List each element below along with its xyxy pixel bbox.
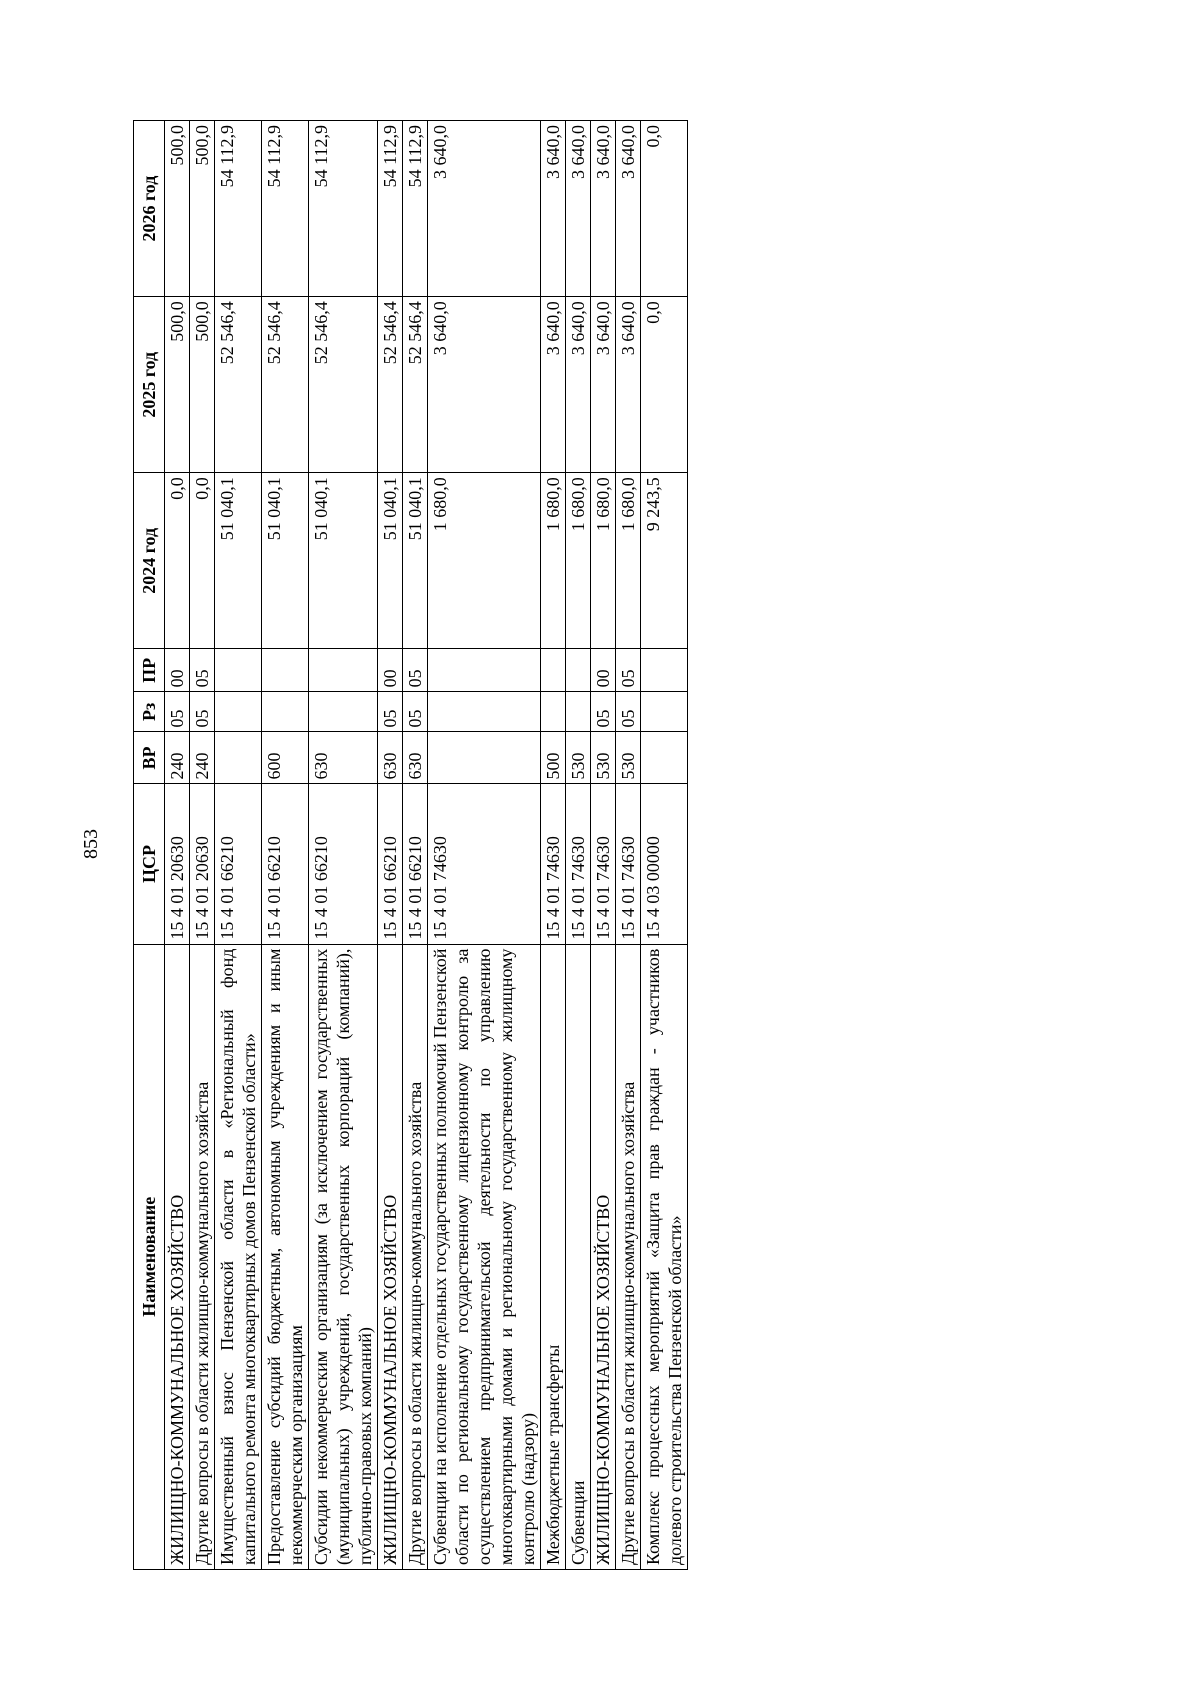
table-body	[165, 121, 688, 1570]
cell-rz: 05	[165, 692, 190, 732]
table-row	[309, 121, 378, 1570]
cell-y2026: 3 640,0	[541, 121, 566, 297]
table-row	[428, 121, 541, 1570]
cell-y2024: 9 243,5	[641, 473, 688, 649]
header-csr: ЦСР	[134, 784, 165, 944]
table-row	[378, 121, 403, 1570]
cell-vr: 630	[378, 732, 403, 784]
cell-vr: 600	[262, 732, 309, 784]
cell-pr	[566, 649, 591, 692]
cell-pr	[428, 649, 541, 692]
page-number: 853	[80, 829, 102, 859]
cell-pr	[641, 649, 688, 692]
cell-y2026: 54 112,9	[262, 121, 309, 297]
cell-pr: 05	[403, 649, 428, 692]
cell-rz	[566, 692, 591, 732]
cell-y2025: 52 546,4	[262, 297, 309, 473]
budget-table	[133, 120, 688, 1570]
cell-rz	[309, 692, 378, 732]
cell-pr	[541, 649, 566, 692]
cell-y2024: 1 680,0	[428, 473, 541, 649]
cell-rz: 05	[403, 692, 428, 732]
cell-csr: 15 4 01 74630	[616, 784, 641, 944]
header-2024: 2024 год	[134, 473, 165, 649]
cell-y2024: 1 680,0	[566, 473, 591, 649]
table-row	[566, 121, 591, 1570]
cell-rz: 05	[190, 692, 215, 732]
cell-rz: 05	[378, 692, 403, 732]
cell-y2026: 54 112,9	[378, 121, 403, 297]
cell-y2026: 3 640,0	[616, 121, 641, 297]
cell-y2025: 52 546,4	[309, 297, 378, 473]
header-rz: Рз	[134, 692, 165, 732]
cell-y2025: 52 546,4	[215, 297, 262, 473]
cell-vr: 240	[165, 732, 190, 784]
table-row	[591, 121, 616, 1570]
cell-pr	[215, 649, 262, 692]
cell-csr: 15 4 01 74630	[541, 784, 566, 944]
cell-name: ЖИЛИЩНО-КОММУНАЛЬНОЕ ХОЗЯЙСТВО	[165, 944, 190, 1569]
cell-vr	[641, 732, 688, 784]
cell-pr: 00	[378, 649, 403, 692]
cell-pr: 00	[591, 649, 616, 692]
table-row	[641, 121, 688, 1570]
header-2026: 2026 год	[134, 121, 165, 297]
cell-name: Имущественный взнос Пензенской области в «Региональный фонд капитального ремонта многоквартирных домов Пензенской области»	[215, 944, 262, 1569]
cell-pr: 00	[165, 649, 190, 692]
cell-y2026: 54 112,9	[215, 121, 262, 297]
cell-csr: 15 4 01 74630	[428, 784, 541, 944]
cell-vr: 530	[591, 732, 616, 784]
cell-name: Другие вопросы в области жилищно-коммунального хозяйства	[190, 944, 215, 1569]
table-row	[616, 121, 641, 1570]
cell-csr: 15 4 01 20630	[190, 784, 215, 944]
cell-y2025: 3 640,0	[566, 297, 591, 473]
cell-pr	[262, 649, 309, 692]
cell-y2026: 500,0	[190, 121, 215, 297]
table-row	[215, 121, 262, 1570]
cell-csr: 15 4 01 20630	[165, 784, 190, 944]
table-row	[165, 121, 190, 1570]
cell-y2024: 0,0	[190, 473, 215, 649]
cell-csr: 15 4 01 66210	[403, 784, 428, 944]
cell-name: Субвенции	[566, 944, 591, 1569]
cell-pr: 05	[190, 649, 215, 692]
cell-y2024: 51 040,1	[309, 473, 378, 649]
table-row	[403, 121, 428, 1570]
cell-csr: 15 4 01 66210	[378, 784, 403, 944]
cell-y2024: 1 680,0	[616, 473, 641, 649]
cell-y2024: 51 040,1	[378, 473, 403, 649]
cell-rz	[262, 692, 309, 732]
cell-vr: 240	[190, 732, 215, 784]
header-vr: ВР	[134, 732, 165, 784]
cell-y2026: 54 112,9	[309, 121, 378, 297]
rotated-table-container	[133, 120, 1023, 1570]
table-row	[190, 121, 215, 1570]
cell-vr	[428, 732, 541, 784]
cell-y2024: 1 680,0	[591, 473, 616, 649]
cell-rz: 05	[616, 692, 641, 732]
header-row	[134, 121, 165, 1570]
cell-name: Комплекс процессных мероприятий «Защита прав граждан - участников долевого строительства Пензенской области»	[641, 944, 688, 1569]
cell-y2024: 51 040,1	[262, 473, 309, 649]
cell-name: Субсидии некоммерческим организациям (за исключением государственных (муниципальных) учреждений, государственных корпораций (компаний), публично-правовых компаний)	[309, 944, 378, 1569]
cell-y2024: 1 680,0	[541, 473, 566, 649]
cell-y2026: 54 112,9	[403, 121, 428, 297]
cell-y2025: 52 546,4	[378, 297, 403, 473]
header-2025: 2025 год	[134, 297, 165, 473]
cell-csr: 15 4 01 66210	[309, 784, 378, 944]
cell-vr: 530	[566, 732, 591, 784]
cell-csr: 15 4 03 00000	[641, 784, 688, 944]
cell-y2025: 3 640,0	[591, 297, 616, 473]
cell-csr: 15 4 01 74630	[566, 784, 591, 944]
header-name: Наименование	[134, 944, 165, 1569]
cell-name: Предоставление субсидий бюджетным, автономным учреждениям и иным некоммерческим организациям	[262, 944, 309, 1569]
cell-vr	[215, 732, 262, 784]
cell-rz	[215, 692, 262, 732]
cell-rz	[541, 692, 566, 732]
cell-y2025: 500,0	[165, 297, 190, 473]
cell-rz	[641, 692, 688, 732]
cell-y2026: 3 640,0	[428, 121, 541, 297]
cell-y2026: 3 640,0	[566, 121, 591, 297]
cell-y2025: 52 546,4	[403, 297, 428, 473]
cell-name: Другие вопросы в области жилищно-коммунального хозяйства	[616, 944, 641, 1569]
cell-y2025: 0,0	[641, 297, 688, 473]
cell-y2025: 500,0	[190, 297, 215, 473]
cell-y2026: 3 640,0	[591, 121, 616, 297]
cell-name: Другие вопросы в области жилищно-коммунального хозяйства	[403, 944, 428, 1569]
cell-vr: 500	[541, 732, 566, 784]
table-row	[541, 121, 566, 1570]
cell-csr: 15 4 01 66210	[215, 784, 262, 944]
cell-pr: 05	[616, 649, 641, 692]
cell-y2024: 51 040,1	[403, 473, 428, 649]
cell-vr: 630	[403, 732, 428, 784]
cell-y2025: 3 640,0	[428, 297, 541, 473]
cell-y2025: 3 640,0	[616, 297, 641, 473]
cell-vr: 630	[309, 732, 378, 784]
table-row	[262, 121, 309, 1570]
cell-y2024: 51 040,1	[215, 473, 262, 649]
cell-rz: 05	[591, 692, 616, 732]
cell-y2026: 0,0	[641, 121, 688, 297]
cell-y2024: 0,0	[165, 473, 190, 649]
cell-y2025: 3 640,0	[541, 297, 566, 473]
header-pr: ПР	[134, 649, 165, 692]
cell-name: ЖИЛИЩНО-КОММУНАЛЬНОЕ ХОЗЯЙСТВО	[591, 944, 616, 1569]
cell-rz	[428, 692, 541, 732]
cell-name: ЖИЛИЩНО-КОММУНАЛЬНОЕ ХОЗЯЙСТВО	[378, 944, 403, 1569]
cell-vr: 530	[616, 732, 641, 784]
cell-csr: 15 4 01 66210	[262, 784, 309, 944]
cell-y2026: 500,0	[165, 121, 190, 297]
cell-name: Межбюджетные трансферты	[541, 944, 566, 1569]
cell-name: Субвенции на исполнение отдельных государственных полномочий Пензенской области по региональному государственному лицензионному контролю за осуществлением предпринимательской деятельности по управлению многоквартирными домами и региональному государственному жилищному контролю (надзору)	[428, 944, 541, 1569]
cell-pr	[309, 649, 378, 692]
cell-csr: 15 4 01 74630	[591, 784, 616, 944]
